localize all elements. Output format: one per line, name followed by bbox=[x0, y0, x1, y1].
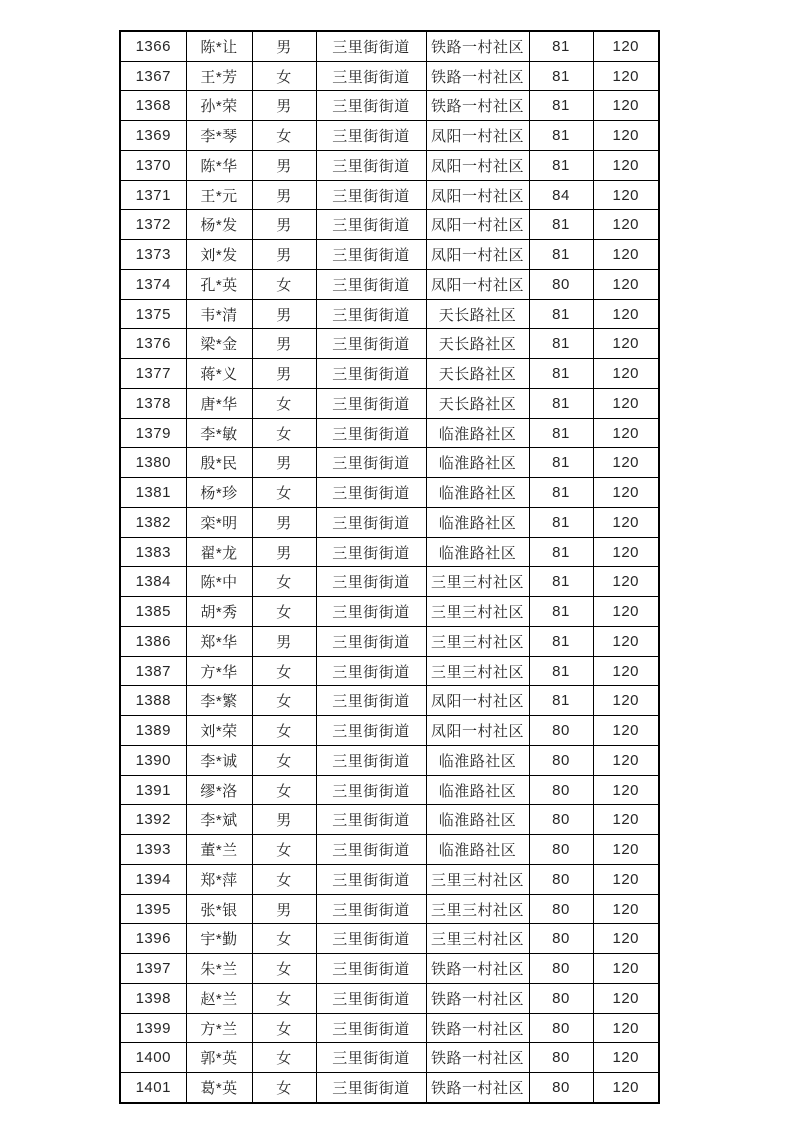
table-cell: 1395 bbox=[120, 894, 186, 924]
table-cell: 三里街街道 bbox=[316, 329, 426, 359]
table-row bbox=[120, 91, 659, 121]
table-cell: 1389 bbox=[120, 716, 186, 746]
table-cell: 三里街街道 bbox=[316, 686, 426, 716]
table-cell: 天长路社区 bbox=[426, 359, 529, 389]
table-cell: 80 bbox=[529, 716, 593, 746]
table-row bbox=[120, 537, 659, 567]
table-cell: 天长路社区 bbox=[426, 299, 529, 329]
table-cell: 临淮路社区 bbox=[426, 537, 529, 567]
table-row bbox=[120, 775, 659, 805]
table-cell: 董*兰 bbox=[186, 835, 252, 865]
table-row bbox=[120, 269, 659, 299]
table-cell: 女 bbox=[252, 864, 316, 894]
table-row bbox=[120, 567, 659, 597]
table-cell: 1379 bbox=[120, 418, 186, 448]
table-cell: 三里街街道 bbox=[316, 448, 426, 478]
table-cell: 女 bbox=[252, 478, 316, 508]
table-cell: 三里街街道 bbox=[316, 626, 426, 656]
table-cell: 81 bbox=[529, 597, 593, 627]
table-cell: 女 bbox=[252, 418, 316, 448]
table-cell: 1399 bbox=[120, 1013, 186, 1043]
table-cell: 男 bbox=[252, 537, 316, 567]
table-cell: 81 bbox=[529, 121, 593, 151]
table-cell: 120 bbox=[593, 894, 659, 924]
table-cell: 赵*兰 bbox=[186, 983, 252, 1013]
table-cell: 三里街街道 bbox=[316, 775, 426, 805]
table-cell: 81 bbox=[529, 686, 593, 716]
table-row bbox=[120, 1073, 659, 1103]
table-row bbox=[120, 597, 659, 627]
table-cell: 1398 bbox=[120, 983, 186, 1013]
table-row bbox=[120, 805, 659, 835]
table-cell: 凤阳一村社区 bbox=[426, 686, 529, 716]
table-cell: 翟*龙 bbox=[186, 537, 252, 567]
table-cell: 80 bbox=[529, 1073, 593, 1103]
table-cell: 1384 bbox=[120, 567, 186, 597]
table-row bbox=[120, 180, 659, 210]
table-row bbox=[120, 864, 659, 894]
table-cell: 120 bbox=[593, 91, 659, 121]
table-cell: 81 bbox=[529, 299, 593, 329]
table-cell: 120 bbox=[593, 329, 659, 359]
table-cell: 81 bbox=[529, 329, 593, 359]
table-row bbox=[120, 626, 659, 656]
table-cell: 三里街街道 bbox=[316, 805, 426, 835]
table-cell: 1391 bbox=[120, 775, 186, 805]
table-cell: 女 bbox=[252, 61, 316, 91]
table-cell: 女 bbox=[252, 716, 316, 746]
table-cell: 男 bbox=[252, 180, 316, 210]
table-cell: 临淮路社区 bbox=[426, 478, 529, 508]
table-cell: 80 bbox=[529, 864, 593, 894]
table-cell: 李*敏 bbox=[186, 418, 252, 448]
table-cell: 临淮路社区 bbox=[426, 507, 529, 537]
table-cell: 王*芳 bbox=[186, 61, 252, 91]
table-cell: 陈*华 bbox=[186, 150, 252, 180]
table-cell: 三里街街道 bbox=[316, 388, 426, 418]
table-row bbox=[120, 745, 659, 775]
table-cell: 胡*秀 bbox=[186, 597, 252, 627]
table-cell: 凤阳一村社区 bbox=[426, 180, 529, 210]
table-row bbox=[120, 716, 659, 746]
table-cell: 81 bbox=[529, 626, 593, 656]
table-cell: 铁路一村社区 bbox=[426, 91, 529, 121]
table-row bbox=[120, 121, 659, 151]
table-cell: 80 bbox=[529, 775, 593, 805]
table-cell: 120 bbox=[593, 1013, 659, 1043]
table-cell: 1392 bbox=[120, 805, 186, 835]
table-row bbox=[120, 150, 659, 180]
table-cell: 1390 bbox=[120, 745, 186, 775]
table-cell: 女 bbox=[252, 597, 316, 627]
table-cell: 120 bbox=[593, 864, 659, 894]
table-cell: 80 bbox=[529, 983, 593, 1013]
table-cell: 1378 bbox=[120, 388, 186, 418]
table-cell: 凤阳一村社区 bbox=[426, 150, 529, 180]
table-row bbox=[120, 507, 659, 537]
table-row bbox=[120, 656, 659, 686]
table-cell: 三里街街道 bbox=[316, 31, 426, 61]
table-cell: 120 bbox=[593, 1073, 659, 1103]
table-cell: 女 bbox=[252, 567, 316, 597]
table-cell: 女 bbox=[252, 686, 316, 716]
table-cell: 120 bbox=[593, 983, 659, 1013]
table-cell: 孔*英 bbox=[186, 269, 252, 299]
table-cell: 三里三村社区 bbox=[426, 567, 529, 597]
table-cell: 120 bbox=[593, 240, 659, 270]
table-cell: 三里街街道 bbox=[316, 210, 426, 240]
table-cell: 男 bbox=[252, 894, 316, 924]
table-cell: 1382 bbox=[120, 507, 186, 537]
table-cell: 三里街街道 bbox=[316, 91, 426, 121]
table-cell: 三里街街道 bbox=[316, 835, 426, 865]
table-cell: 临淮路社区 bbox=[426, 835, 529, 865]
table-cell: 84 bbox=[529, 180, 593, 210]
table-cell: 刘*发 bbox=[186, 240, 252, 270]
table-cell: 三里街街道 bbox=[316, 269, 426, 299]
table-row bbox=[120, 478, 659, 508]
table-cell: 郑*华 bbox=[186, 626, 252, 656]
table-cell: 1388 bbox=[120, 686, 186, 716]
table-row bbox=[120, 359, 659, 389]
table-cell: 120 bbox=[593, 448, 659, 478]
table-cell: 三里街街道 bbox=[316, 121, 426, 151]
table-cell: 1400 bbox=[120, 1043, 186, 1073]
table-cell: 81 bbox=[529, 388, 593, 418]
table-row bbox=[120, 388, 659, 418]
table-cell: 天长路社区 bbox=[426, 329, 529, 359]
table-cell: 1375 bbox=[120, 299, 186, 329]
table-cell: 男 bbox=[252, 805, 316, 835]
table-cell: 三里街街道 bbox=[316, 537, 426, 567]
table-cell: 三里街街道 bbox=[316, 924, 426, 954]
table-cell: 1370 bbox=[120, 150, 186, 180]
table-row bbox=[120, 686, 659, 716]
table-cell: 81 bbox=[529, 478, 593, 508]
table-cell: 三里街街道 bbox=[316, 954, 426, 984]
table-cell: 女 bbox=[252, 1073, 316, 1103]
table-cell: 81 bbox=[529, 210, 593, 240]
table-cell: 女 bbox=[252, 388, 316, 418]
table-cell: 李*斌 bbox=[186, 805, 252, 835]
table-cell: 120 bbox=[593, 269, 659, 299]
table-cell: 三里街街道 bbox=[316, 150, 426, 180]
table-cell: 铁路一村社区 bbox=[426, 1043, 529, 1073]
table-cell: 男 bbox=[252, 507, 316, 537]
table-cell: 铁路一村社区 bbox=[426, 1013, 529, 1043]
table-cell: 女 bbox=[252, 924, 316, 954]
table-cell: 120 bbox=[593, 686, 659, 716]
table-cell: 三里街街道 bbox=[316, 716, 426, 746]
table-cell: 铁路一村社区 bbox=[426, 61, 529, 91]
table-cell: 1368 bbox=[120, 91, 186, 121]
table-cell: 男 bbox=[252, 150, 316, 180]
table-cell: 81 bbox=[529, 359, 593, 389]
table-cell: 1373 bbox=[120, 240, 186, 270]
table-cell: 1376 bbox=[120, 329, 186, 359]
table-cell: 三里街街道 bbox=[316, 359, 426, 389]
table-cell: 120 bbox=[593, 61, 659, 91]
table-cell: 三里三村社区 bbox=[426, 894, 529, 924]
table-cell: 三里街街道 bbox=[316, 597, 426, 627]
table-cell: 李*诚 bbox=[186, 745, 252, 775]
table-cell: 凤阳一村社区 bbox=[426, 269, 529, 299]
table-cell: 120 bbox=[593, 299, 659, 329]
table-cell: 陈*中 bbox=[186, 567, 252, 597]
table-cell: 1374 bbox=[120, 269, 186, 299]
table-cell: 120 bbox=[593, 180, 659, 210]
table-cell: 120 bbox=[593, 478, 659, 508]
table-cell: 80 bbox=[529, 954, 593, 984]
table-cell: 1367 bbox=[120, 61, 186, 91]
table-cell: 临淮路社区 bbox=[426, 448, 529, 478]
table-cell: 120 bbox=[593, 656, 659, 686]
table-cell: 81 bbox=[529, 240, 593, 270]
table-cell: 三里三村社区 bbox=[426, 924, 529, 954]
table-cell: 1366 bbox=[120, 31, 186, 61]
table-cell: 1371 bbox=[120, 180, 186, 210]
table-cell: 三里街街道 bbox=[316, 983, 426, 1013]
table-cell: 梁*金 bbox=[186, 329, 252, 359]
table-cell: 81 bbox=[529, 150, 593, 180]
table-cell: 120 bbox=[593, 567, 659, 597]
table-cell: 1396 bbox=[120, 924, 186, 954]
table-cell: 81 bbox=[529, 418, 593, 448]
table-cell: 120 bbox=[593, 835, 659, 865]
table-cell: 陈*让 bbox=[186, 31, 252, 61]
table-cell: 三里三村社区 bbox=[426, 597, 529, 627]
table-cell: 杨*发 bbox=[186, 210, 252, 240]
table-cell: 方*华 bbox=[186, 656, 252, 686]
table-cell: 李*琴 bbox=[186, 121, 252, 151]
table-cell: 81 bbox=[529, 567, 593, 597]
table-cell: 80 bbox=[529, 805, 593, 835]
table-cell: 宇*勤 bbox=[186, 924, 252, 954]
table-cell: 120 bbox=[593, 121, 659, 151]
table-cell: 铁路一村社区 bbox=[426, 983, 529, 1013]
table-cell: 蒋*义 bbox=[186, 359, 252, 389]
table-cell: 张*银 bbox=[186, 894, 252, 924]
table-cell: 男 bbox=[252, 31, 316, 61]
table-cell: 120 bbox=[593, 775, 659, 805]
roster-table bbox=[119, 30, 660, 1104]
table-row bbox=[120, 1013, 659, 1043]
table-cell: 120 bbox=[593, 418, 659, 448]
table-cell: 1377 bbox=[120, 359, 186, 389]
table-cell: 80 bbox=[529, 269, 593, 299]
table-cell: 三里三村社区 bbox=[426, 864, 529, 894]
table-cell: 120 bbox=[593, 31, 659, 61]
table-cell: 80 bbox=[529, 745, 593, 775]
table-cell: 1385 bbox=[120, 597, 186, 627]
table-cell: 80 bbox=[529, 1043, 593, 1073]
table-cell: 朱*兰 bbox=[186, 954, 252, 984]
table-cell: 三里街街道 bbox=[316, 894, 426, 924]
table-cell: 女 bbox=[252, 775, 316, 805]
table-row bbox=[120, 299, 659, 329]
table-cell: 81 bbox=[529, 656, 593, 686]
table-row bbox=[120, 1043, 659, 1073]
table-cell: 铁路一村社区 bbox=[426, 954, 529, 984]
table-row bbox=[120, 954, 659, 984]
table-cell: 三里街街道 bbox=[316, 1043, 426, 1073]
table-cell: 120 bbox=[593, 745, 659, 775]
table-cell: 120 bbox=[593, 1043, 659, 1073]
table-cell: 120 bbox=[593, 716, 659, 746]
table-cell: 缪*洛 bbox=[186, 775, 252, 805]
table-row bbox=[120, 418, 659, 448]
table-cell: 殷*民 bbox=[186, 448, 252, 478]
table-row bbox=[120, 894, 659, 924]
table-cell: 葛*英 bbox=[186, 1073, 252, 1103]
table-cell: 1383 bbox=[120, 537, 186, 567]
table-cell: 三里三村社区 bbox=[426, 626, 529, 656]
table-cell: 1397 bbox=[120, 954, 186, 984]
table-cell: 李*繁 bbox=[186, 686, 252, 716]
table-row bbox=[120, 983, 659, 1013]
table-cell: 81 bbox=[529, 61, 593, 91]
table-cell: 三里街街道 bbox=[316, 418, 426, 448]
table-cell: 男 bbox=[252, 448, 316, 478]
table-cell: 120 bbox=[593, 359, 659, 389]
table-cell: 三里街街道 bbox=[316, 240, 426, 270]
table-cell: 临淮路社区 bbox=[426, 418, 529, 448]
table-cell: 三里街街道 bbox=[316, 1073, 426, 1103]
table-cell: 女 bbox=[252, 656, 316, 686]
table-cell: 女 bbox=[252, 835, 316, 865]
table-cell: 临淮路社区 bbox=[426, 775, 529, 805]
table-cell: 男 bbox=[252, 626, 316, 656]
table-cell: 1369 bbox=[120, 121, 186, 151]
table-cell: 三里街街道 bbox=[316, 478, 426, 508]
table-cell: 唐*华 bbox=[186, 388, 252, 418]
table-cell: 1386 bbox=[120, 626, 186, 656]
table-cell: 郭*英 bbox=[186, 1043, 252, 1073]
table-cell: 三里街街道 bbox=[316, 567, 426, 597]
table-cell: 女 bbox=[252, 983, 316, 1013]
table-cell: 男 bbox=[252, 359, 316, 389]
table-cell: 临淮路社区 bbox=[426, 805, 529, 835]
table-row bbox=[120, 924, 659, 954]
table-cell: 1393 bbox=[120, 835, 186, 865]
table-cell: 120 bbox=[593, 210, 659, 240]
table-cell: 栾*明 bbox=[186, 507, 252, 537]
table-cell: 天长路社区 bbox=[426, 388, 529, 418]
table-cell: 临淮路社区 bbox=[426, 745, 529, 775]
table-cell: 三里三村社区 bbox=[426, 656, 529, 686]
table-cell: 三里街街道 bbox=[316, 656, 426, 686]
table-row bbox=[120, 835, 659, 865]
table-cell: 120 bbox=[593, 388, 659, 418]
table-cell: 120 bbox=[593, 954, 659, 984]
table-cell: 80 bbox=[529, 835, 593, 865]
table-cell: 方*兰 bbox=[186, 1013, 252, 1043]
table-cell: 81 bbox=[529, 448, 593, 478]
table-cell: 凤阳一村社区 bbox=[426, 716, 529, 746]
table-cell: 孙*荣 bbox=[186, 91, 252, 121]
table-row bbox=[120, 61, 659, 91]
table-row bbox=[120, 329, 659, 359]
table-row bbox=[120, 31, 659, 61]
table-cell: 郑*萍 bbox=[186, 864, 252, 894]
table-row bbox=[120, 240, 659, 270]
table-cell: 韦*清 bbox=[186, 299, 252, 329]
table-cell: 女 bbox=[252, 121, 316, 151]
table-cell: 120 bbox=[593, 507, 659, 537]
table-cell: 男 bbox=[252, 329, 316, 359]
table-cell: 三里街街道 bbox=[316, 864, 426, 894]
table-cell: 男 bbox=[252, 91, 316, 121]
table-cell: 女 bbox=[252, 1043, 316, 1073]
table-cell: 80 bbox=[529, 1013, 593, 1043]
table-cell: 男 bbox=[252, 240, 316, 270]
table-cell: 120 bbox=[593, 537, 659, 567]
table-cell: 女 bbox=[252, 745, 316, 775]
table-cell: 王*元 bbox=[186, 180, 252, 210]
roster-table-body bbox=[120, 31, 659, 1103]
table-cell: 1381 bbox=[120, 478, 186, 508]
table-cell: 81 bbox=[529, 507, 593, 537]
table-cell: 女 bbox=[252, 954, 316, 984]
table-cell: 男 bbox=[252, 299, 316, 329]
table-cell: 1372 bbox=[120, 210, 186, 240]
table-cell: 三里街街道 bbox=[316, 180, 426, 210]
table-cell: 81 bbox=[529, 31, 593, 61]
table-cell: 杨*珍 bbox=[186, 478, 252, 508]
table-cell: 三里街街道 bbox=[316, 299, 426, 329]
table-cell: 凤阳一村社区 bbox=[426, 210, 529, 240]
table-row bbox=[120, 448, 659, 478]
table-cell: 1394 bbox=[120, 864, 186, 894]
table-cell: 铁路一村社区 bbox=[426, 1073, 529, 1103]
table-cell: 1380 bbox=[120, 448, 186, 478]
table-cell: 120 bbox=[593, 924, 659, 954]
table-cell: 80 bbox=[529, 894, 593, 924]
table-cell: 120 bbox=[593, 626, 659, 656]
table-cell: 120 bbox=[593, 597, 659, 627]
table-cell: 铁路一村社区 bbox=[426, 31, 529, 61]
table-cell: 1401 bbox=[120, 1073, 186, 1103]
table-cell: 81 bbox=[529, 91, 593, 121]
table-cell: 刘*荣 bbox=[186, 716, 252, 746]
table-cell: 三里街街道 bbox=[316, 61, 426, 91]
table-row bbox=[120, 210, 659, 240]
table-cell: 120 bbox=[593, 805, 659, 835]
table-cell: 三里街街道 bbox=[316, 745, 426, 775]
table-cell: 三里街街道 bbox=[316, 507, 426, 537]
table-cell: 女 bbox=[252, 1013, 316, 1043]
table-cell: 男 bbox=[252, 210, 316, 240]
table-cell: 凤阳一村社区 bbox=[426, 240, 529, 270]
table-cell: 81 bbox=[529, 537, 593, 567]
table-cell: 80 bbox=[529, 924, 593, 954]
table-cell: 120 bbox=[593, 150, 659, 180]
table-cell: 1387 bbox=[120, 656, 186, 686]
table-cell: 三里街街道 bbox=[316, 1013, 426, 1043]
table-cell: 凤阳一村社区 bbox=[426, 121, 529, 151]
table-cell: 女 bbox=[252, 269, 316, 299]
